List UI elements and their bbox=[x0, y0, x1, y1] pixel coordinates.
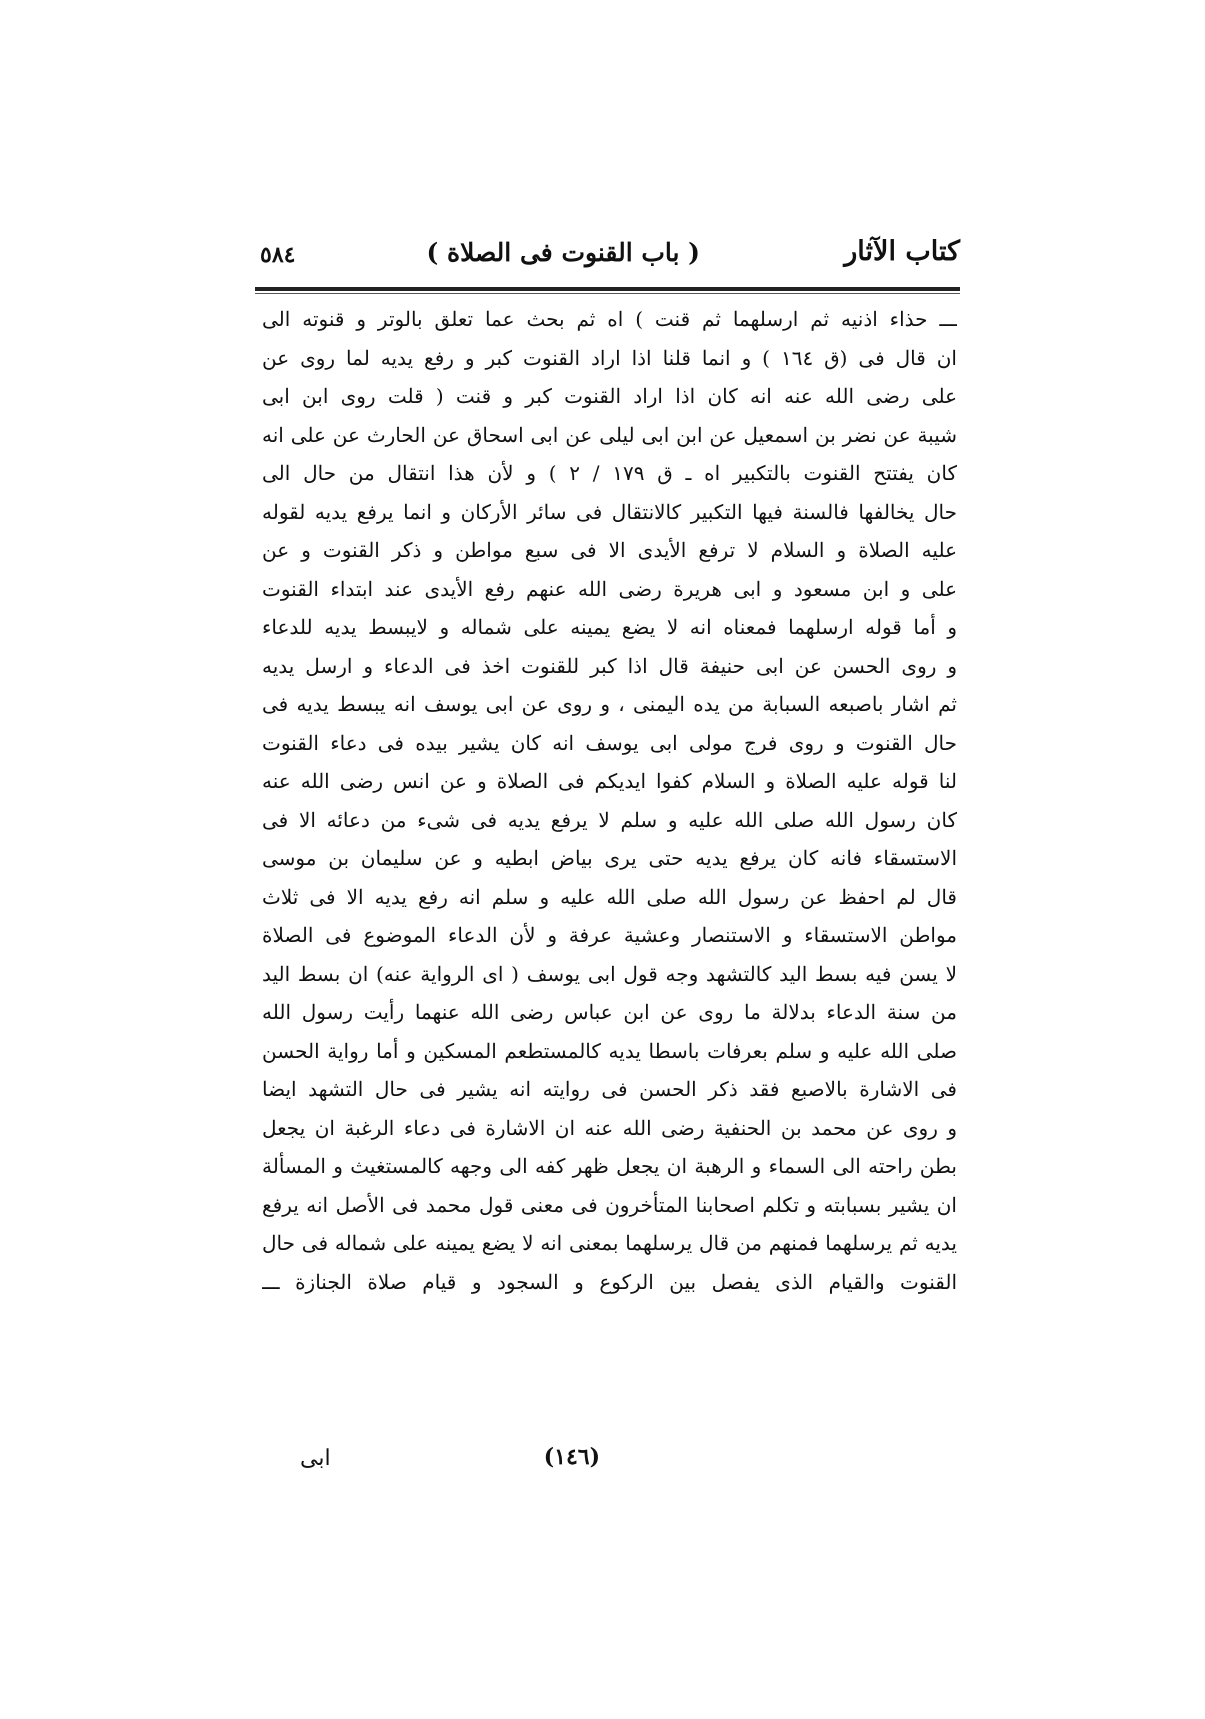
page-number: ٥٨٤ bbox=[260, 242, 296, 268]
text-line: و روى الحسن عن ابى حنيفة قال اذا كبر للقنوت اخذ فى الدعاء و ارسل يديه bbox=[262, 653, 957, 678]
text-line: ان يشير بسبابته و تكلم اصحابنا المتأخرون فى معنى قول محمد فى الأصل انه يرفع bbox=[262, 1192, 957, 1217]
text-line: و روى عن محمد بن الحنفية رضى الله عنه ان الاشارة فى دعاء الرغبة ان يجعل bbox=[262, 1115, 957, 1140]
text-line: يديه ثم يرسلهما فمنهم من قال يرسلهما بمعنى انه لا يضع يمينه على شماله فى حال bbox=[262, 1231, 957, 1255]
text-line: ـــ حذاء اذنيه ثم ارسلهما ثم قنت ) اه ثم بحث عما تعلق بالوتر و قنوته الى bbox=[262, 307, 957, 331]
text-line: كان رسول الله صلى الله عليه و سلم لا يرفع يديه فى شىء من دعائه الا فى bbox=[262, 807, 957, 832]
page-header bbox=[260, 236, 960, 282]
text-line: من سنة الدعاء بدلالة ما روى عن ابن عباس رضى الله عنهما رأيت رسول الله bbox=[262, 1000, 957, 1024]
page-footer bbox=[300, 1444, 720, 1484]
text-line: لنا قوله عليه الصلاة و السلام كفوا ايديكم فى الصلاة و عن انس رضى الله عنه bbox=[262, 769, 957, 793]
book-title: كتاب الآثار bbox=[844, 236, 960, 267]
text-line: ثم اشار باصبعه السبابة من يده اليمنى ، و روى عن ابى يوسف انه يبسط يديه فى bbox=[262, 692, 957, 716]
text-line: على و ابن مسعود و ابى هريرة رضى الله عنهم رفع الأيدى عند ابتداء القنوت bbox=[262, 576, 957, 601]
text-line: لا يسن فيه بسط اليد كالتشهد وجه قول ابى يوسف ( اى الرواية عنه) ان بسط اليد bbox=[262, 961, 957, 986]
text-line: و أما قوله ارسلهما فمعناه انه لا يضع يمينه على شماله و لايبسط يديه للدعاء bbox=[262, 615, 957, 639]
text-line: صلى الله عليه و سلم بعرفات باسطا يديه كالمستطعم المسكين و أما رواية الحسن bbox=[262, 1038, 957, 1063]
body-text bbox=[262, 300, 957, 1301]
header-rule bbox=[255, 287, 960, 291]
header-rule-thin bbox=[255, 293, 960, 294]
text-line: قال لم احفظ عن رسول الله صلى الله عليه و سلم انه رفع يديه الا فى ثلاث bbox=[262, 884, 957, 909]
text-line: فى الاشارة بالاصبع فقد ذكر الحسن فى روايته انه يشير فى حال التشهد ايضا bbox=[262, 1077, 957, 1101]
chapter-title: ( باب القنوت فى الصلاة ) bbox=[426, 238, 700, 267]
text-line: على رضى الله عنه انه كان اذا اراد القنوت كبر و قنت ( قلت روى ابن ابى bbox=[262, 384, 957, 408]
text-line: مواطن الاستسقاء و الاستنصار وعشية عرفة و لأن الدعاء الموضوع فى الصلاة bbox=[262, 923, 957, 947]
text-line: عليه الصلاة و السلام لا ترفع الأيدى الا فى سبع مواطن و ذكر القنوت و عن bbox=[262, 538, 957, 562]
text-line: بطن راحته الى السماء و الرهبة ان يجعل ظهر كفه الى وجهه كالمستغيث و المسألة bbox=[262, 1154, 957, 1178]
text-line: حال يخالفها فالسنة فيها التكبير كالانتقال فى سائر الأركان و انما يرفع يديه لقوله bbox=[262, 499, 957, 524]
text-line: القنوت والقيام الذى يفصل بين الركوع و السجود و قيام صلاة الجنازة ـــ bbox=[262, 1269, 957, 1294]
text-line: كان يفتتح القنوت بالتكبير اه ـ ق ١٧٩ / ٢ ) و لأن هذا انتقال من حال الى bbox=[262, 461, 957, 485]
text-line: ان قال فى (ق ١٦٤ ) و انما قلنا اذا اراد القنوت كبر و رفع يديه لما روى عن bbox=[262, 345, 957, 370]
text-line: شيبة عن نضر بن اسمعيل عن ابن ابى ليلى عن ابى اسحاق عن الحارث عن على انه bbox=[262, 422, 957, 447]
folio-number: (١٤٦) bbox=[543, 1444, 600, 1470]
text-line: حال القنوت و روى فرج مولى ابى يوسف انه كان يشير بيده فى دعاء القنوت bbox=[262, 730, 957, 755]
catchword: ابى bbox=[300, 1446, 331, 1471]
text-line: الاستسقاء فانه كان يرفع يديه حتى يرى بياض ابطيه و عن سليمان بن موسى bbox=[262, 846, 957, 870]
